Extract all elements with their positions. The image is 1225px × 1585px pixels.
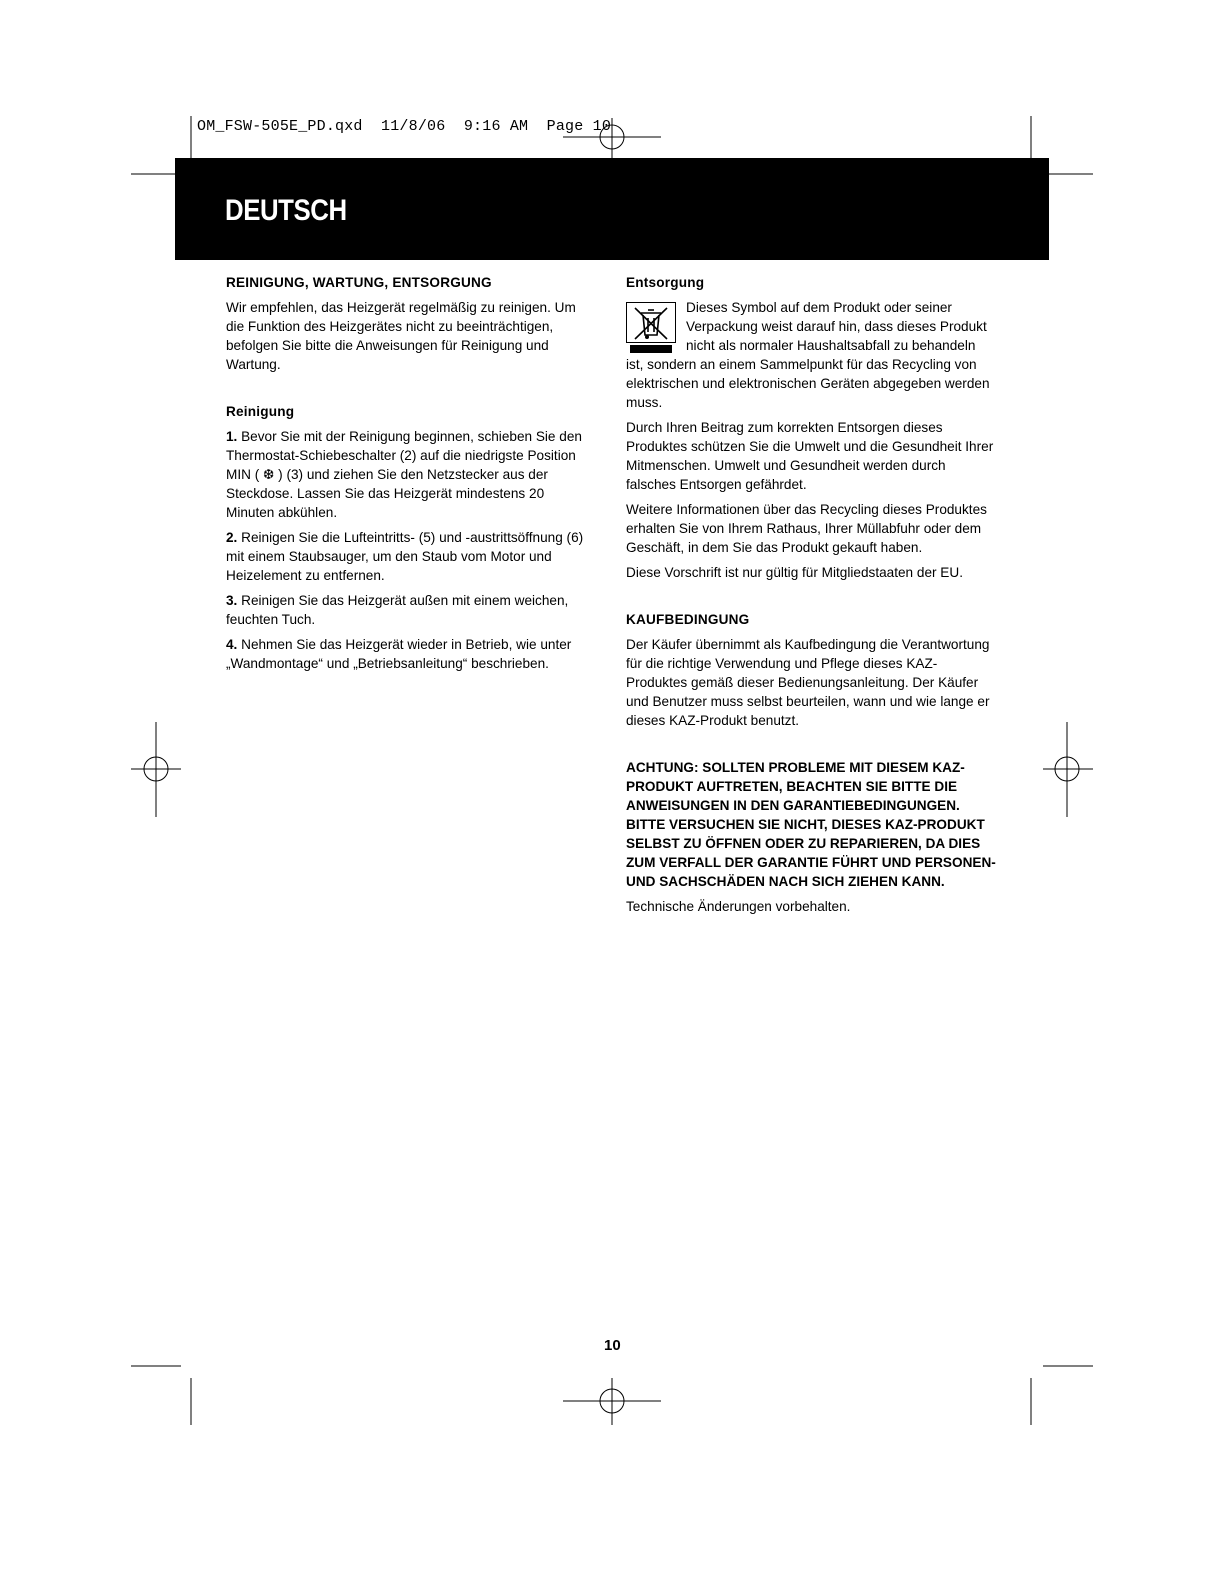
heading-cleaning: Reinigung	[226, 404, 295, 419]
file-slug: OM_FSW-505E_PD.qxd 11/8/06 9:16 AM Page 10	[197, 118, 612, 135]
page-number: 10	[604, 1337, 621, 1354]
warning-paragraph: ACHTUNG: SOLLTEN PROBLEME MIT DIESEM KAZ-PRODUKT AUFTRETEN, BEACHTEN SIE BITTE DIE ANWEISUNGEN IN DEN GARANTIEBEDINGUNGEN. BITTE VERSUCHEN SIE NICHT, DIESES KAZ-PRODUKT SELBST ZU ÖFFNEN ODER ZU REPARIEREN, DA DIES ZUM VERFALL DER GARANTIE FÜHRT UND PERSONEN- UND SACHSCHÄDEN NACH SICH ZIEHEN KANN.	[626, 760, 996, 889]
language-banner	[175, 158, 1049, 260]
step-3: 3. Reinigen Sie das Heizgerät außen mit einem weichen, feuchten Tuch.	[226, 593, 569, 627]
banner-title: DEUTSCH	[225, 194, 347, 227]
disposal-paragraph-3: Weitere Informationen über das Recycling dieses Produktes erhalten Sie von Ihrem Rathaus, Ihrer Müllabfuhr oder dem Geschäft, in dem Sie das Produkt gekauft haben.	[626, 502, 987, 555]
step-1: 1. Bevor Sie mit der Reinigung beginnen, schieben Sie den Thermostat-Schiebeschalter (2) auf die niedrigste Position MIN ( ❆ ) (3) und ziehen Sie den Netzstecker aus der Steckdose. Lassen Sie das Heizgerät mindestens 20 Minuten abkühlen.	[226, 429, 582, 520]
crossed-out-wheelie-bin-icon	[626, 302, 676, 354]
disposal-block	[626, 298, 996, 412]
heading-purchase: KAUFBEDINGUNG	[626, 612, 750, 627]
disposal-paragraph-1: Dieses Symbol auf dem Produkt oder seiner Verpackung weist darauf hin, dass dieses Produkt nicht als normaler Haushaltsabfall zu behandeln ist, sondern an einem Sammelpunkt für das Recycling von elektrischen und elektronischen Geräten abgegeben werden muss.	[626, 300, 990, 410]
right-column	[626, 273, 996, 922]
step-2: 2. Reinigen Sie die Lufteintritts- (5) und -austrittsöffnung (6) mit einem Staubsauger, um den Staub vom Motor und Heizelement zu entfernen.	[226, 530, 584, 583]
step-4: 4. Nehmen Sie das Heizgerät wieder in Betrieb, wie unter „Wandmontage“ und „Betriebsanleitung“ beschrieben.	[226, 637, 572, 671]
disposal-paragraph-4: Diese Vorschrift ist nur gültig für Mitgliedstaaten der EU.	[626, 565, 963, 580]
technical-note: Technische Änderungen vorbehalten.	[626, 899, 851, 914]
heading-maintenance: REINIGUNG, WARTUNG, ENTSORGUNG	[226, 275, 492, 290]
purchase-paragraph: Der Käufer übernimmt als Kaufbedingung die Verantwortung für die richtige Verwendung und Pflege dieses KAZ-Produktes gemäß dieser Bedienungsanleitung. Der Käufer und Benutzer muss selbst beurteilen, wann und wie lange er dieses KAZ-Produkt benutzt.	[626, 637, 990, 728]
left-column	[226, 273, 596, 679]
heading-disposal: Entsorgung	[626, 275, 705, 290]
disposal-paragraph-2: Durch Ihren Beitrag zum korrekten Entsorgen dieses Produktes schützen Sie die Umwelt und die Gesundheit Ihrer Mitmenschen. Umwelt und Gesundheit werden durch falsches Entsorgen gefährdet.	[626, 420, 994, 492]
intro-paragraph: Wir empfehlen, das Heizgerät regelmäßig zu reinigen. Um die Funktion des Heizgerätes nicht zu beeinträchtigen, befolgen Sie bitte die Anweisungen für Reinigung und Wartung.	[226, 300, 576, 372]
